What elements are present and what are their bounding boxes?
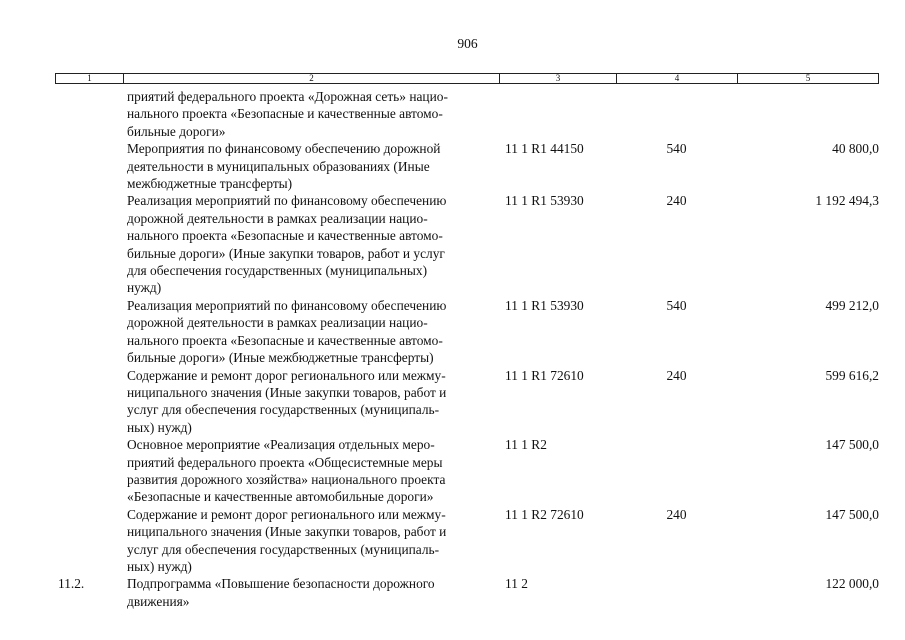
row-code: 11 1 R1 53930 [505,297,584,313]
row-name [123,436,499,506]
table-row [55,140,879,192]
row-name [123,192,499,296]
row-amount: 147 500,0 [825,437,879,453]
row-name-line: приятий федерального проекта «Дорожная сеть» нацио- [127,89,448,104]
row-amount: 40 800,0 [832,141,879,157]
column-header-5: 5 [805,73,811,83]
row-name-line: нужд) [127,280,162,296]
row-name-line: деятельности в муниципальных образованиях (Иные [127,158,430,174]
row-name-line: нального проекта «Безопасные и качественные автомо- [127,228,443,244]
row-type: 240 [666,506,687,522]
table-row [55,192,879,296]
row-name-line: движения» [127,593,190,609]
row-name [123,575,499,610]
row-number: 11.2. [58,576,85,592]
row-name-line: услуг для обеспечения государственных (муниципаль- [127,402,440,418]
row-name-line: межбюджетные трансферты) [127,176,293,192]
table-row [55,575,879,610]
table-row [55,88,879,140]
row-name-line: ниципального значения (Иные закупки товаров, работ и [127,524,447,540]
row-amount: 499 212,0 [825,297,879,313]
row-code: 11 1 R1 72610 [505,367,584,383]
row-name [123,140,499,192]
row-name-line: Содержание и ремонт дорог регионального или межму- [127,367,446,383]
row-amount: 122 000,0 [825,576,879,592]
row-name-line: Основное мероприятие «Реализация отдельных меро- [127,437,435,453]
table-row [55,506,879,576]
row-name-line: бильные дороги» [127,123,226,139]
row-name-line: услуг для обеспечения государственных (муниципаль- [127,541,440,557]
row-type: 240 [666,193,687,209]
row-name-line: для обеспечения государственных (муниципальных) [127,263,428,279]
row-code: 11 1 R1 44150 [505,141,584,157]
row-name-line: дорожной деятельности в рамках реализации нацио- [127,315,428,331]
row-name-line: развития дорожного хозяйства» национального проекта [127,471,446,487]
row-name [123,367,499,437]
row-name-line: приятий федерального проекта «Общесистемные меры [127,454,443,470]
row-amount: 1 192 494,3 [815,193,879,209]
row-type: 540 [666,297,687,313]
row-name [123,297,499,367]
row-name-line: нального проекта «Безопасные и качественные автомо- [127,106,443,122]
row-name [123,506,499,576]
row-name-line: Реализация мероприятий по финансовому обеспечению [127,297,447,313]
row-name-line: Содержание и ремонт дорог регионального или межму- [127,506,446,522]
row-name-line: ных) нужд) [127,558,192,574]
table-body [55,88,879,610]
page-number: 906 [457,36,478,51]
row-name-line: «Безопасные и качественные автомобильные дороги» [127,489,434,505]
row-name-line: нального проекта «Безопасные и качественные автомо- [127,332,443,348]
row-type: 240 [666,367,687,383]
row-name-line: бильные дороги» (Иные межбюджетные трансферты) [127,350,434,366]
row-code: 11 1 R2 [505,437,547,453]
column-header-3: 3 [500,74,617,83]
row-name-line: Мероприятия по финансовому обеспечению дорожной [127,141,441,157]
row-code: 11 1 R1 53930 [505,193,584,209]
row-code: 11 1 R2 72610 [505,506,584,522]
table-row [55,436,879,506]
column-header-4: 4 [617,74,738,83]
column-header-1: 1 [56,74,124,83]
row-name-line: бильные дороги» (Иные закупки товаров, работ и услуг [127,245,445,261]
row-code: 11 2 [505,576,528,592]
row-name [123,88,499,140]
table-row [55,367,879,437]
row-amount: 599 616,2 [825,367,879,383]
table-row [55,297,879,367]
row-name-line: дорожной деятельности в рамках реализации нацио- [127,210,428,226]
row-name-line: Реализация мероприятий по финансовому обеспечению [127,193,447,209]
row-name-line: Подпрограмма «Повышение безопасности дорожного [127,576,435,592]
row-amount: 147 500,0 [825,506,879,522]
row-type: 540 [666,141,687,157]
row-name-line: ниципального значения (Иные закупки товаров, работ и [127,384,447,400]
table-header [55,73,879,84]
column-header-2: 2 [124,74,500,83]
row-name-line: ных) нужд) [127,419,192,435]
